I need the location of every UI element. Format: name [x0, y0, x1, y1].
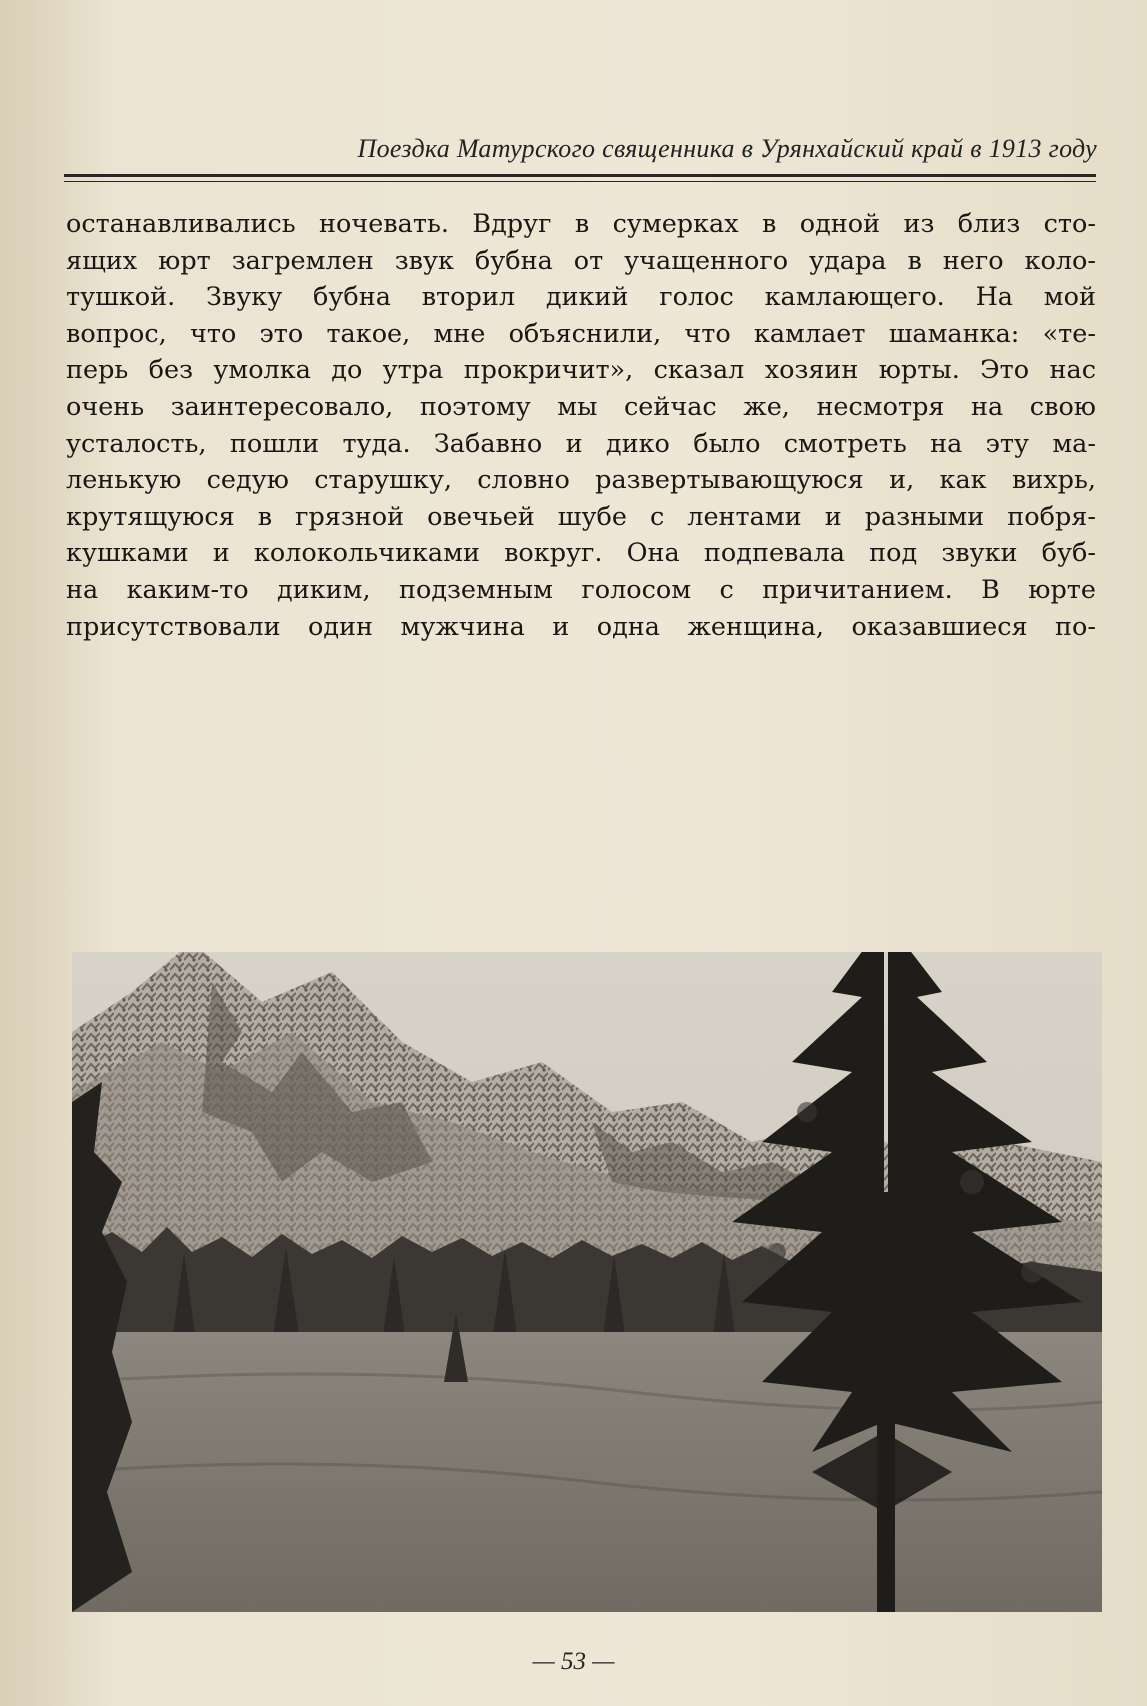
body-text [66, 206, 1096, 645]
header-rule-thick [64, 174, 1096, 177]
text-line: перь без умолка до утра прокричит», сказал хозяин юрты. Это нас [66, 355, 1096, 386]
page-number: — 53 — [532, 1648, 615, 1675]
text-line: ящих юрт загремлен звук бубна от учащенного удара в него коло- [66, 245, 1096, 276]
text-line: кушками и колокольчиками вокруг. Она подпевала под звуки буб- [66, 538, 1096, 569]
running-header: Поездка Матурского священника в Урянхайский край в 1913 году [357, 134, 1097, 163]
landscape-photo [72, 952, 1102, 1612]
text-line: усталость, пошли туда. Забавно и дико было смотреть на эту ма- [66, 428, 1096, 459]
text-line: ленькую седую старушку, словно развертывающуюся и, как вихрь, [66, 465, 1096, 496]
text-line: вопрос, что это такое, мне объяснили, что камлает шаманка: «те- [66, 318, 1096, 349]
text-line: присутствовали один мужчина и одна женщина, оказавшиеся по- [66, 611, 1096, 642]
text-line: на каким-то диким, подземным голосом с причитанием. В юрте [66, 574, 1096, 605]
header-rule-thin [64, 181, 1096, 182]
text-line: крутящуюся в грязной овечьей шубе с лентами и разными побря- [66, 501, 1096, 532]
text-line: очень заинтересовало, поэтому мы сейчас же, несмотря на свою [66, 391, 1096, 422]
text-line: тушкой. Звуку бубна вторил дикий голос камлающего. На мой [66, 282, 1096, 313]
text-line: останавливались ночевать. Вдруг в сумерках в одной из близ сто- [66, 209, 1096, 239]
